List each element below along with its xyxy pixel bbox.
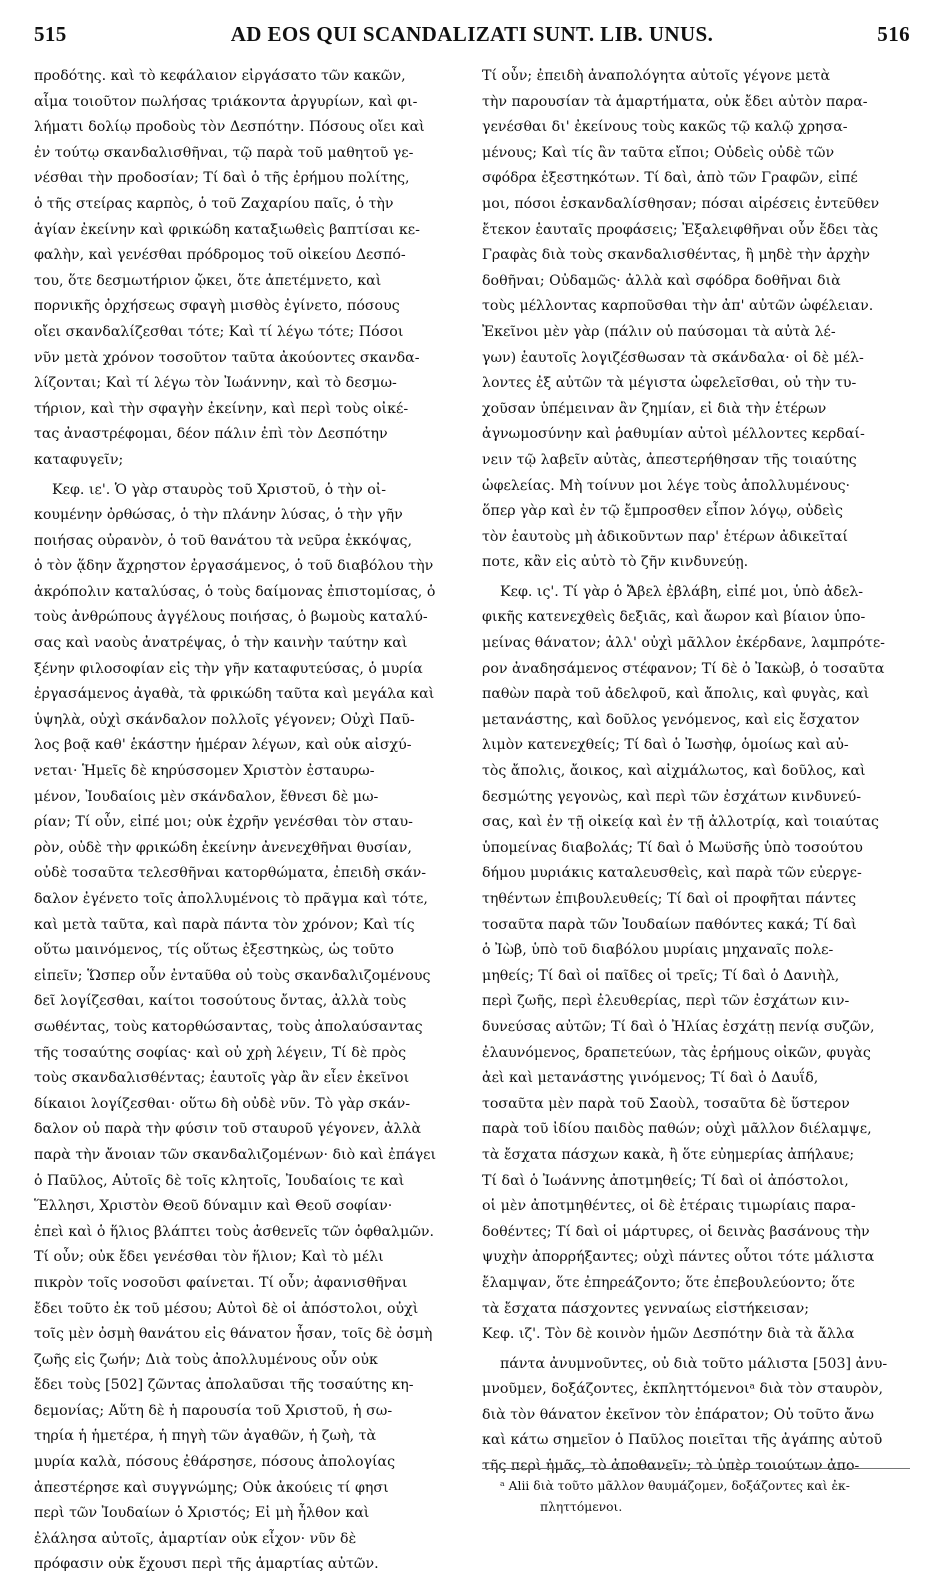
- text-line: οὕτω μαινόμενος, τίς οὕτως ἐξεστηκὼς, ὡς τοῦτο: [34, 942, 394, 959]
- footnote-line: ᵃ Alii διὰ τοῦτο μᾶλλον θαυμάζομεν, δοξάζοντες καὶ ἐκ-: [500, 1479, 850, 1493]
- text-line: αἷμα τοιοῦτον πωλήσας τριάκοντα ἀργυρίων, καὶ φι-: [34, 93, 418, 110]
- text-line: τοὺς ἀνθρώπους ἀγγέλους ποιήσας, ὁ βωμοὺς καταλύ-: [34, 609, 428, 626]
- text-line: δοθέντες; Τί δαὶ οἱ μάρτυρες, οἱ δεινὰς βασάνους τὴν: [482, 1223, 870, 1240]
- text-line: ψυχὴν ἀπορρήξαντες; οὐχὶ πάντες οὗτοι τότε μάλιστα: [482, 1249, 875, 1266]
- text-line: Γραφὰς διὰ τοὺς σκανδαλισθέντας, ἢ μηδὲ τὴν ἀρχὴν: [482, 247, 870, 264]
- text-line: Ἕλλησι, Χριστὸν Θεοῦ δύναμιν καὶ Θεοῦ σοφίαν·: [34, 1198, 393, 1215]
- running-title: AD EOS QUI SCANDALIZATI SUNT. LIB. UNUS.: [230, 22, 714, 46]
- text-line: νεται· Ἡμεῖς δὲ κηρύσσομεν Χριστὸν ἐσταυρω-: [34, 763, 375, 780]
- right-text-column: [482, 64, 910, 1480]
- text-line: περὶ ζωῆς, περὶ ἐλευθερίας, περὶ τῶν ἐσχάτων κιν-: [482, 993, 850, 1010]
- text-line: σφόδρα ἐξεστηκότων. Τί δαὶ, ἀπὸ τῶν Γραφῶν, εἰπέ: [482, 170, 858, 187]
- text-line: ρίαν; Τί οὖν, εἰπέ μοι; οὐκ ἐχρῆν γενέσθαι τὸν σταυ-: [34, 814, 413, 831]
- text-line: νῦν μετὰ χρόνον τοσοῦτον ταῦτα ἀκούοντες σκανδα-: [34, 349, 420, 366]
- text-line: ἀγνωμοσύνην καὶ ῥαθυμίαν αὐτοὶ μέλλοντες κερδαί-: [482, 426, 865, 443]
- text-line: τοσαῦτα παρὰ τῶν Ἰουδαίων παθόντες κακά; Τί δαὶ: [482, 916, 857, 933]
- footnote-divider: [482, 1468, 910, 1469]
- text-line: δεῖ λογίζεσθαι, καίτοι τοσούτους ὄντας, ἀλλὰ τοὺς: [34, 993, 407, 1010]
- text-line: καὶ μετὰ ταῦτα, καὶ παρὰ πάντα τὸν χρόνον; Καὶ τίς: [34, 916, 415, 933]
- text-line: ζωῆς εἰς ζωήν; Διὰ τοὺς ἀπολλυμένους οὖν οὐκ: [34, 1351, 378, 1368]
- text-line: ὁ τὸν ᾅδην ἄχρηστον ἐργασάμενος, ὁ τοῦ διαβόλου τὴν: [34, 558, 434, 575]
- text-line: παρὰ τοῦ ἰδίου παιδὸς παθών; οὐχὶ μᾶλλον διέλαμψε,: [482, 1121, 872, 1138]
- text-line: ὁ Παῦλος, Αὐτοῖς δὲ τοῖς κλητοῖς, Ἰουδαίοις τε καὶ: [34, 1172, 405, 1189]
- text-line: τοὺς μέλλοντας καρποῦσθαι τὴν ἀπ' αὐτῶν ὠφέλειαν.: [482, 298, 874, 315]
- text-line: παθὼν παρὰ τοῦ ἀδελφοῦ, καὶ ἄπολις, καὶ φυγὰς, καὶ: [482, 686, 870, 703]
- text-line: ὠφελείας. Μὴ τοίνυν μοι λέγε τοὺς ἀπολλυμένους·: [482, 477, 851, 494]
- text-line: ὑψηλὰ, οὐχὶ σκάνδαλον πολλοῖς γέγονεν; Οὐχὶ Παῦ-: [34, 711, 415, 728]
- text-line: τὸς ἄπολις, ἄοικος, καὶ αἰχμάλωτος, καὶ δοῦλος, καὶ: [482, 763, 866, 780]
- text-line: ἔδει τοὺς [502] ζῶντας ἀπολαῦσαι τῆς τοσαύτης κη-: [34, 1377, 414, 1394]
- text-line: καταφυγεῖν;: [34, 451, 124, 468]
- text-line: δαλον ἐγένετο τοῖς ἀπολλυμένοις τὸ πρᾶγμα καὶ τότε,: [34, 891, 428, 907]
- text-line: γενέσθαι δι' ἐκείνους τοὺς κακῶς τῷ καλῷ χρησα-: [482, 119, 848, 136]
- text-line: οἱ μὲν ἀποτμηθέντες, οἱ δὲ ἑτέραις τιμωρίαις παρα-: [482, 1198, 856, 1215]
- text-line: χοῦσαν ὑπέμειναν ἂν ζημίαν, εἰ διὰ τὴν ἑτέρων: [482, 400, 827, 417]
- text-line: δεσμώτης γεγονὼς, καὶ περὶ τῶν ἐσχάτων κινδυνεύ-: [482, 788, 861, 805]
- text-line: Ἐκεῖνοι μὲν γὰρ (πάλιν οὐ παύσομαι τὰ αὐτὰ λέ-: [482, 323, 836, 340]
- text-line: καὶ κάτω σημεῖον ὁ Παῦλος ποιεῖται τῆς ἀγάπης αὐτοῦ: [482, 1432, 883, 1449]
- text-line: Τί οὖν; οὐκ ἔδει γενέσθαι τὸν ἥλιον; Καὶ τὸ μέλι: [34, 1249, 384, 1266]
- text-line: μετανάστης, καὶ δοῦλος γενόμενος, καὶ εἰς ἔσχατον: [482, 711, 860, 728]
- text-line: γων) ἑαυτοῖς λογιζέσθωσαν τὰ σκάνδαλα· οἱ δὲ μέλ-: [482, 349, 864, 366]
- text-line: ἐπεὶ καὶ ὁ ἥλιος βλάπτει τοὺς ἀσθενεῖς τῶν ὀφθαλμῶν.: [34, 1223, 435, 1240]
- text-line: ἔδει τοῦτο ἐκ τοῦ μέσου; Αὐτοὶ δὲ οἱ ἀπόστολοι, οὐχὶ: [34, 1300, 419, 1317]
- text-line: ποτε, κἂν εἰς αὐτὸ τὸ ζῆν κινδυνεύῃ.: [482, 554, 749, 571]
- text-line: σας καὶ ναοὺς ἀνατρέψας, ὁ τὴν καινὴν ταύτην καὶ: [34, 635, 408, 652]
- page-header: [34, 22, 910, 56]
- text-line: δήμου μυριάκις καταλευσθεὶς, καὶ παρὰ τῶν εὐεργε-: [482, 865, 862, 882]
- text-line: τοῖς μὲν ὀσμὴ θανάτου εἰς θάνατον ἦσαν, τοῖς δὲ ὀσμὴ: [34, 1326, 433, 1343]
- text-line: μένον, Ἰουδαίοις μὲν σκάνδαλον, ἔθνεσι δὲ μω-: [34, 788, 379, 805]
- text-line: προδότης. καὶ τὸ κεφάλαιον εἰργάσατο τῶν κακῶν,: [34, 68, 406, 84]
- text-line: τηθέντων ἐπιβουλευθείς; Τί δαὶ οἱ προφῆται πάντες: [482, 891, 857, 907]
- text-line: ἐργασάμενος ἀγαθὰ, τὰ φρικώδη ταῦτα καὶ μεγάλα καὶ: [34, 686, 435, 703]
- left-text-column: [34, 64, 461, 1578]
- text-line: περὶ τῶν Ἰουδαίων ὁ Χριστός; Εἰ μὴ ἦλθον καὶ: [34, 1505, 370, 1522]
- text-line: λοντες ἐξ αὐτῶν τὰ μέγιστα ὠφελεῖσθαι, οὐ τὴν τυ-: [482, 375, 857, 392]
- text-line: ὁ τῆς στείρας καρπὸς, ὁ τοῦ Ζαχαρίου παῖς, ὁ τὴν: [34, 195, 394, 212]
- text-line: ρὸν, οὐδὲ τὴν φρικώδη ἐκείνην ἀνενεχθῆναι θυσίαν,: [34, 839, 412, 856]
- text-line: ξένην φιλοσοφίαν εἰς τὴν γῆν καταφυτεύσας, ὁ μυρία: [34, 660, 423, 677]
- text-line: δίκαιοι λογίζεσθαι· οὕτω δὴ οὐδὲ νῦν. Τὸ γὰρ σκάν-: [34, 1095, 411, 1112]
- text-line: τῆς περὶ ἡμᾶς, τὸ ἀποθανεῖν; τὸ ὑπὲρ τοιούτων ἀπο-: [482, 1458, 860, 1475]
- text-line: ἁγίαν ἐκείνην καὶ φρικώδη καταξιωθεὶς βαπτίσαι κε-: [34, 221, 420, 238]
- text-line: λήματι δολίῳ προδοὺς τὸν Δεσπότην. Πόσους οἴει καὶ: [34, 119, 425, 136]
- text-line: τὴν παρουσίαν τὰ ἁμαρτήματα, οὐκ ἔδει αὐτὸν παρα-: [482, 93, 868, 110]
- text-line: ἀκρόπολιν καταλύσας, ὁ τοὺς δαίμονας ἐπιστομίσας, ὁ: [34, 583, 436, 600]
- text-line: ρον ἀναδησάμενος στέφανον; Τί δὲ ὁ Ἰακὼβ, ὁ τοσαῦτα: [482, 660, 885, 677]
- text-line: μοι, πόσοι ἐσκανδαλίσθησαν; πόσαι αἱρέσεις ἐντεῦθεν: [482, 195, 880, 212]
- text-line: μείνας θάνατον; ἀλλ' οὐχὶ μᾶλλον ἐκέρδανε, λαμπρότε-: [482, 635, 885, 652]
- text-line: κουμένην ὀρθώσας, ὁ τὴν πλάνην λύσας, ὁ τὴν γῆν: [34, 507, 403, 524]
- text-line: Τί οὖν; ἐπειδὴ ἀναπολόγητα αὐτοῖς γέγονε μετὰ: [482, 68, 831, 84]
- text-line: Τί δαὶ ὁ Ἰωάννης ἀποτμηθείς; Τί δαὶ οἱ ἀπόστολοι,: [482, 1172, 849, 1189]
- text-line: τηρία ἡ ἡμετέρα, ἡ πηγὴ τῶν ἀγαθῶν, ἡ ζωὴ, τὰ: [34, 1428, 377, 1445]
- text-line: ὑπομείνας διαβολάς; Τί δαὶ ὁ Μωϋσῆς ὑπὸ τοσούτου: [482, 839, 863, 856]
- text-line: νέσθαι τὴν προδοσίαν; Τί δαὶ ὁ τῆς ἐρήμου πολίτης,: [34, 170, 410, 187]
- text-line: τὸν ἑαυτοὺς μὴ ἀδικοῦντων παρ' ἑτέρων ἀδικεῖταί: [482, 528, 848, 545]
- text-line: σας, καὶ ἐν τῇ οἰκείᾳ καὶ ἐν τῇ ἀλλοτρίᾳ, καὶ τοιαύτας: [482, 814, 879, 831]
- text-line: Κεφ. ις'. Τί γὰρ ὁ Ἄβελ ἐβλάβη, εἰπέ μοι, ὑπὸ ἀδελ-: [500, 583, 864, 600]
- text-line: Κεφ. ιε'. Ὁ γὰρ σταυρὸς τοῦ Χριστοῦ, ὁ τὴν οἰ-: [52, 481, 387, 498]
- text-line: ἐν τούτῳ σκανδαλισθῆναι, τῷ παρὰ τοῦ μαθητοῦ γε-: [34, 144, 414, 161]
- text-line: πρόφασιν οὐκ ἔχουσι περὶ τῆς ἁμαρτίας αὐτῶν.: [34, 1556, 379, 1573]
- text-line: εἰπεῖν; Ὥσπερ οὖν ἐνταῦθα οὐ τοὺς σκανδαλιζομένους: [34, 967, 431, 984]
- text-line: ἔτεκον ἑαυταῖς προφάσεις; Ἐξαλειφθῆναι οὖν ἔδει τὰς: [482, 221, 879, 238]
- text-line: ἔλαμψαν, ὅτε ἐπηρεάζοντο; ὅτε ἐπεβουλεύοντο; ὅτε: [482, 1274, 855, 1291]
- text-line: νειν τῷ λαβεῖν αὐτὰς, ἀπεστερήθησαν τῆς τοιαύτης: [482, 451, 857, 468]
- text-line: πορνικῆς ὀρχήσεως σφαγὴ μισθὸς ἐγίνετο, πόσους: [34, 298, 400, 315]
- footnote: [500, 1476, 910, 1518]
- text-line: πικρὸν τοῖς νοσοῦσι φαίνεται. Τί οὖν; ἀφανισθῆναι: [34, 1274, 408, 1291]
- footnote-line: πληττόμενοι.: [540, 1500, 623, 1514]
- right-page-number: 516: [877, 22, 910, 46]
- text-line: ἐλάλησα αὐτοῖς, ἁμαρτίαν οὐκ εἶχον· νῦν δὲ: [34, 1530, 357, 1547]
- text-line: σωθέντας, τοὺς κατορθώσαντας, τοὺς ἀπολαύσαντας: [34, 1018, 423, 1035]
- text-line: ποιήσας οὐρανὸν, ὁ τοῦ θανάτου τὰ νεῦρα ἐκκόψας,: [34, 532, 412, 549]
- text-line: μένους; Καὶ τίς ἂν ταῦτα εἴποι; Οὐδεὶς οὐδὲ τῶν: [482, 144, 835, 161]
- text-line: ὅπερ γὰρ καὶ ἐν τῷ ἔμπροσθεν εἶπον λόγῳ, οὐδεὶς: [482, 503, 844, 520]
- text-line: πάντα ἀνυμνοῦντες, οὐ διὰ τοῦτο μάλιστα [503] ἀνυ-: [500, 1355, 888, 1372]
- text-line: τῆς τοσαύτης σοφίας· καὶ οὐ χρὴ λέγειν, Τί δὲ πρὸς: [34, 1044, 407, 1061]
- text-line: οἴει σκανδαλίζεσθαι τότε; Καὶ τί λέγω τότε; Πόσοι: [34, 323, 404, 340]
- text-line: δαλον οὐ παρὰ τὴν φύσιν τοῦ σταυροῦ γέγονεν, ἀλλὰ: [34, 1121, 422, 1138]
- text-line: τὰ ἔσχατα πάσχων κακὰ, ἢ ὅτε εὐημερίας ἀπήλαυε;: [482, 1146, 855, 1163]
- text-line: μνοῦμεν, δοξάζοντες, ἐκπληττόμενοιᵃ διὰ τὸν σταυρὸν,: [482, 1381, 884, 1398]
- text-line: δυνεύσας αὐτῶν; Τί δαὶ ὁ Ἠλίας ἐσχάτῃ πενίᾳ συζῶν,: [482, 1018, 875, 1035]
- text-line: φαλὴν, καὶ γενέσθαι πρόδρομος τοῦ οἰκείου Δεσπό-: [34, 247, 406, 264]
- text-line: φικῆς κατενεχθεὶς δεξιᾶς, καὶ ἄωρον καὶ βίαιον ὑπο-: [482, 609, 866, 626]
- text-line: λίζονται; Καὶ τί λέγω τὸν Ἰωάννην, καὶ τὸ δεσμω-: [34, 375, 397, 392]
- text-line: παρὰ τὴν ἄνοιαν τῶν σκανδαλιζομένων· διὸ καὶ ἐπάγει: [34, 1146, 437, 1163]
- text-line: τοὺς σκανδαλισθέντας; ἑαυτοῖς γὰρ ἂν εἶεν ἐκεῖνοι: [34, 1070, 410, 1087]
- text-line: τὰ ἔσχατα πάσχοντες γενναίως εἱστήκεισαν;: [482, 1300, 810, 1317]
- left-page-number: 515: [34, 22, 67, 46]
- text-line: οὐδὲ τοσαῦτα τελεσθῆναι κατορθώματα, ἐπειδὴ σκάν-: [34, 865, 427, 882]
- text-line: διὰ τὸν θάνατον ἐκεῖνον τὸν ἐπάρατον; Οὐ τοῦτο ἄνω: [482, 1406, 874, 1423]
- text-line: Κεφ. ιζ'. Τὸν δὲ κοινὸν ἡμῶν Δεσπότην διὰ τὰ ἄλλα: [482, 1326, 855, 1343]
- text-line: δεμονίας; Αὕτη δὲ ἡ παρουσία τοῦ Χριστοῦ, ἡ σω-: [34, 1402, 393, 1419]
- text-line: μηθείς; Τί δαὶ οἱ παῖδες οἱ τρεῖς; Τί δαὶ ὁ Δανιὴλ,: [482, 967, 840, 984]
- text-line: τοσαῦτα μὲν παρὰ τοῦ Σαοὺλ, τοσαῦτα δὲ ὕστερον: [482, 1095, 850, 1112]
- text-line: λος βοᾷ καθ' ἑκάστην ἡμέραν λέγων, καὶ οὐκ αἰσχύ-: [34, 737, 412, 754]
- text-line: λιμὸν κατενεχθείς; Τί δαὶ ὁ Ἰωσὴφ, ὁμοίως καὶ αὐ-: [482, 737, 849, 754]
- text-line: τας ἀναστρέφομαι, δέον πάλιν ἐπὶ τὸν Δεσπότην: [34, 426, 388, 443]
- text-line: ἐλαυνόμενος, δραπετεύων, τὰς ἐρήμους οἰκῶν, φυγὰς: [482, 1044, 871, 1061]
- text-line: ὁ Ἰὼβ, ὑπὸ τοῦ διαβόλου μυρίαις μηχαναῖς πολε-: [482, 942, 834, 959]
- text-line: ἀπεστέρησε καὶ συγγνώμης; Οὐκ ἀκούεις τί φησι: [34, 1479, 389, 1496]
- text-line: μυρία καλὰ, πόσους ἐθάρσησε, πόσους ἀπολογίας: [34, 1454, 396, 1471]
- text-line: του, ὅτε δεσμωτήριον ᾤκει, ὅτε ἀπετέμνετο, καὶ: [34, 272, 382, 289]
- text-line: τήριον, καὶ τὴν σφαγὴν ἐκείνην, καὶ περὶ τοὺς οἰκέ-: [34, 400, 409, 417]
- text-line: ἀεὶ καὶ μετανάστης γινόμενος; Τί δαὶ ὁ Δαυΐδ,: [482, 1070, 819, 1087]
- text-line: δοθῆναι; Οὐδαμῶς· ἀλλὰ καὶ σφόδρα δοθῆναι διὰ: [482, 272, 841, 289]
